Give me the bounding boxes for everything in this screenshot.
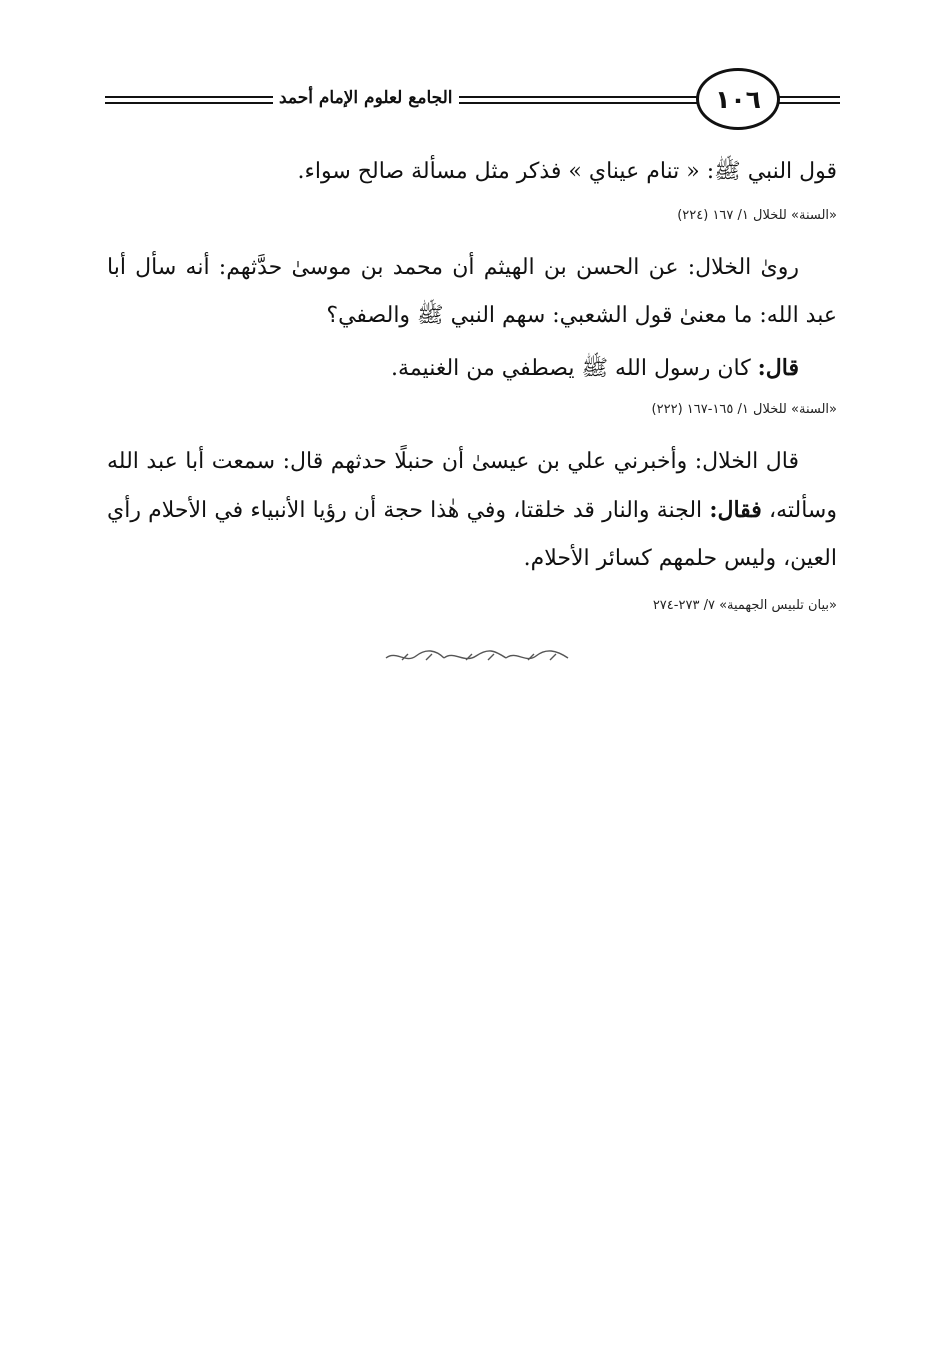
paragraph-text: قول النبي ﷺ: « تنام عيناي » فذكر مثل مسألة صالح سواء. xyxy=(297,159,837,184)
citation-text: «بيان تلبيس الجهمية» ٧/ ٢٧٣-٢٧٤ xyxy=(652,598,837,613)
citation-text: «السنة» للخلال ١/ ١٦٥-١٦٧ (٢٢٢) xyxy=(651,402,837,417)
page-header xyxy=(105,68,840,132)
decorative-flourish xyxy=(382,646,572,666)
paragraph-2 xyxy=(107,244,837,340)
paragraph-text: الجنة والنار قد خلقتا، وفي هٰذا حجة أن رؤيا الأنبياء في الأحلام رأي العين، وليس حلمهم كسائر الأحلام. xyxy=(107,498,837,571)
paragraph-3 xyxy=(107,344,837,393)
paragraph-text: قال الخلال: وأخبرني علي بن عيسىٰ أن حنبلًا حدثهم قال: سمعت أبا عبد الله وسألته، xyxy=(107,449,837,523)
speaker-label: قال: xyxy=(757,355,799,381)
page-number-oval xyxy=(696,68,780,130)
page-number: ١٠٦ xyxy=(715,84,761,114)
citation-1 xyxy=(107,206,837,226)
paragraph-4 xyxy=(107,438,837,583)
paragraph-text: كان رسول الله ﷺ يصطفي من الغنيمة. xyxy=(391,356,758,381)
citation-text: «السنة» للخلال ١/ ١٦٧ (٢٢٤) xyxy=(677,208,837,223)
speaker-label: فقال: xyxy=(709,497,762,523)
paragraph-1 xyxy=(107,148,837,196)
paragraph-text: روىٰ الخلال: عن الحسن بن الهيثم أن محمد بن موسىٰ حدَّثهم: أنه سأل أبا عبد الله: ما معنىٰ قول الشعبي: سهم النبي ﷺ والصفي؟ xyxy=(107,255,837,328)
paragraph-indent xyxy=(799,356,837,381)
paragraph-indent xyxy=(799,449,837,474)
citation-2 xyxy=(107,400,837,420)
citation-3 xyxy=(107,596,837,616)
running-title: الجامع لعلوم الإمام أحمد xyxy=(273,88,459,108)
